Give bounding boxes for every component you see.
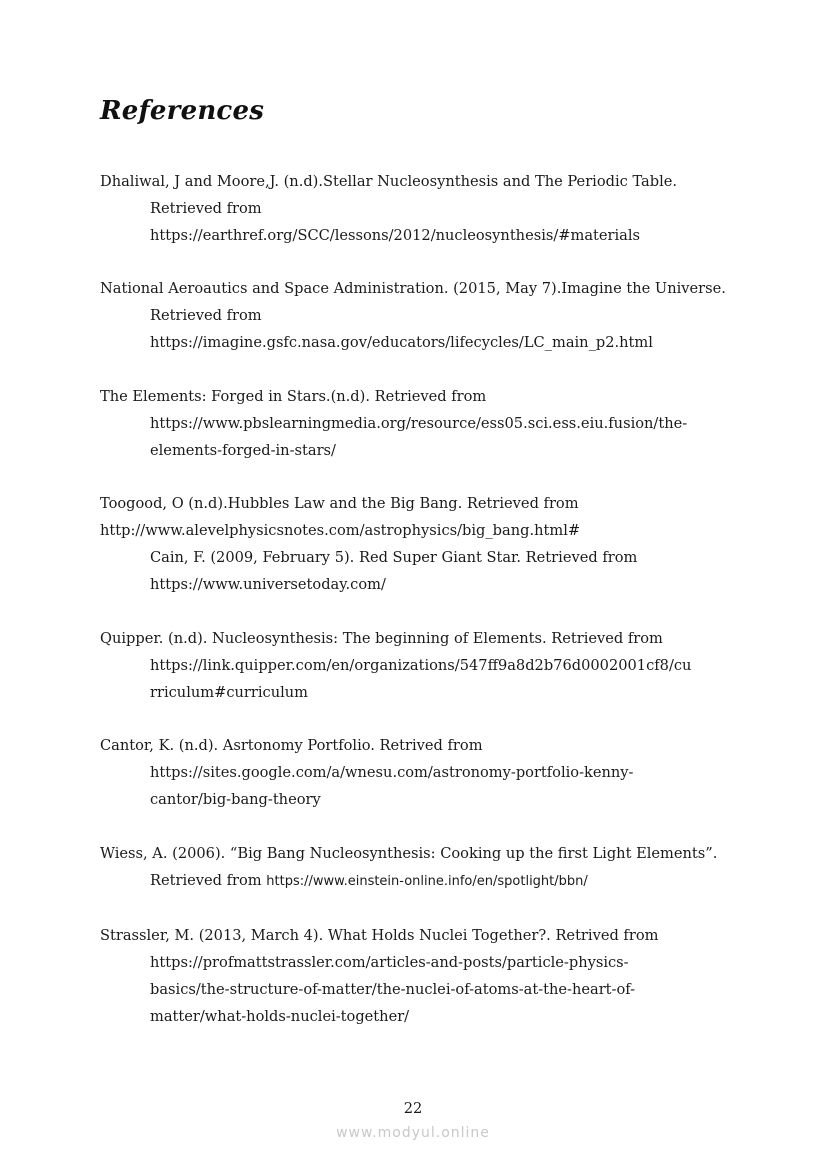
reference-url: matter/what-holds-nuclei-together/	[150, 1008, 410, 1025]
reference-entry	[100, 383, 687, 464]
reference-text: Toogood, O (n.d).Hubbles Law and the Big Bang. Retrieved from	[100, 495, 579, 512]
reference-url: basics/the-structure-of-matter/the-nuclei-of-atoms-at-the-heart-of-	[150, 981, 636, 998]
reference-entry	[100, 840, 717, 894]
reference-text-with-url	[100, 867, 717, 894]
reference-text: Cantor, K. (n.d). Asrtonomy Portfolio. Retrived from	[100, 737, 483, 754]
reference-url: https://earthref.org/SCC/lessons/2012/nucleosynthesis/#materials	[150, 227, 641, 244]
reference-entry	[100, 168, 677, 249]
reference-url: cantor/big-bang-theory	[150, 791, 321, 808]
reference-url: https://link.quipper.com/en/organizations/547ff9a8d2b76d0002001cf8/cu	[150, 657, 692, 674]
reference-entry	[100, 490, 637, 598]
page-number: 22	[403, 1100, 423, 1117]
reference-url: https://www.pbslearningmedia.org/resource/ess05.sci.ess.eiu.fusion/the-	[150, 415, 688, 432]
reference-text: National Aeroautics and Space Administration. (2015, May 7).Imagine the Universe.	[100, 280, 726, 297]
reference-entry	[100, 275, 726, 356]
reference-url: http://www.alevelphysicsnotes.com/astrophysics/big_bang.html#	[100, 522, 581, 539]
reference-url: https://www.einstein-online.info/en/spotlight/bbn/	[266, 874, 588, 889]
reference-text: Retrieved from	[150, 307, 262, 324]
reference-url: https://profmattstrassler.com/articles-and-posts/particle-physics-	[150, 954, 629, 971]
reference-text: Quipper. (n.d). Nucleosynthesis: The beginning of Elements. Retrieved from	[100, 630, 663, 647]
reference-entry	[100, 732, 633, 813]
reference-url: https://imagine.gsfc.nasa.gov/educators/lifecycles/LC_main_p2.html	[150, 334, 653, 351]
reference-text: Strassler, M. (2013, March 4). What Holds Nuclei Together?. Retrived from	[100, 927, 659, 944]
reference-text: Cain, F. (2009, February 5). Red Super Giant Star. Retrieved from	[150, 549, 638, 566]
reference-url: elements-forged-in-stars/	[150, 442, 336, 459]
reference-text: The Elements: Forged in Stars.(n.d). Retrieved from	[100, 388, 487, 405]
reference-entry	[100, 625, 691, 706]
reference-url: rriculum#curriculum	[150, 684, 308, 701]
reference-text: Dhaliwal, J and Moore,J. (n.d).Stellar Nucleosynthesis and The Periodic Table.	[100, 173, 678, 190]
reference-url: https://www.universetoday.com/	[150, 576, 386, 593]
watermark: www.modyul.online	[336, 1125, 490, 1141]
reference-text: Retrieved from	[150, 872, 262, 889]
page-title: References	[100, 96, 265, 126]
reference-text: Wiess, A. (2006). “Big Bang Nucleosynthesis: Cooking up the first Light Elements”.	[100, 845, 718, 862]
reference-entry	[100, 922, 658, 1030]
reference-text: Retrieved from	[150, 200, 262, 217]
reference-url: https://sites.google.com/a/wnesu.com/astronomy-portfolio-kenny-	[150, 764, 634, 781]
